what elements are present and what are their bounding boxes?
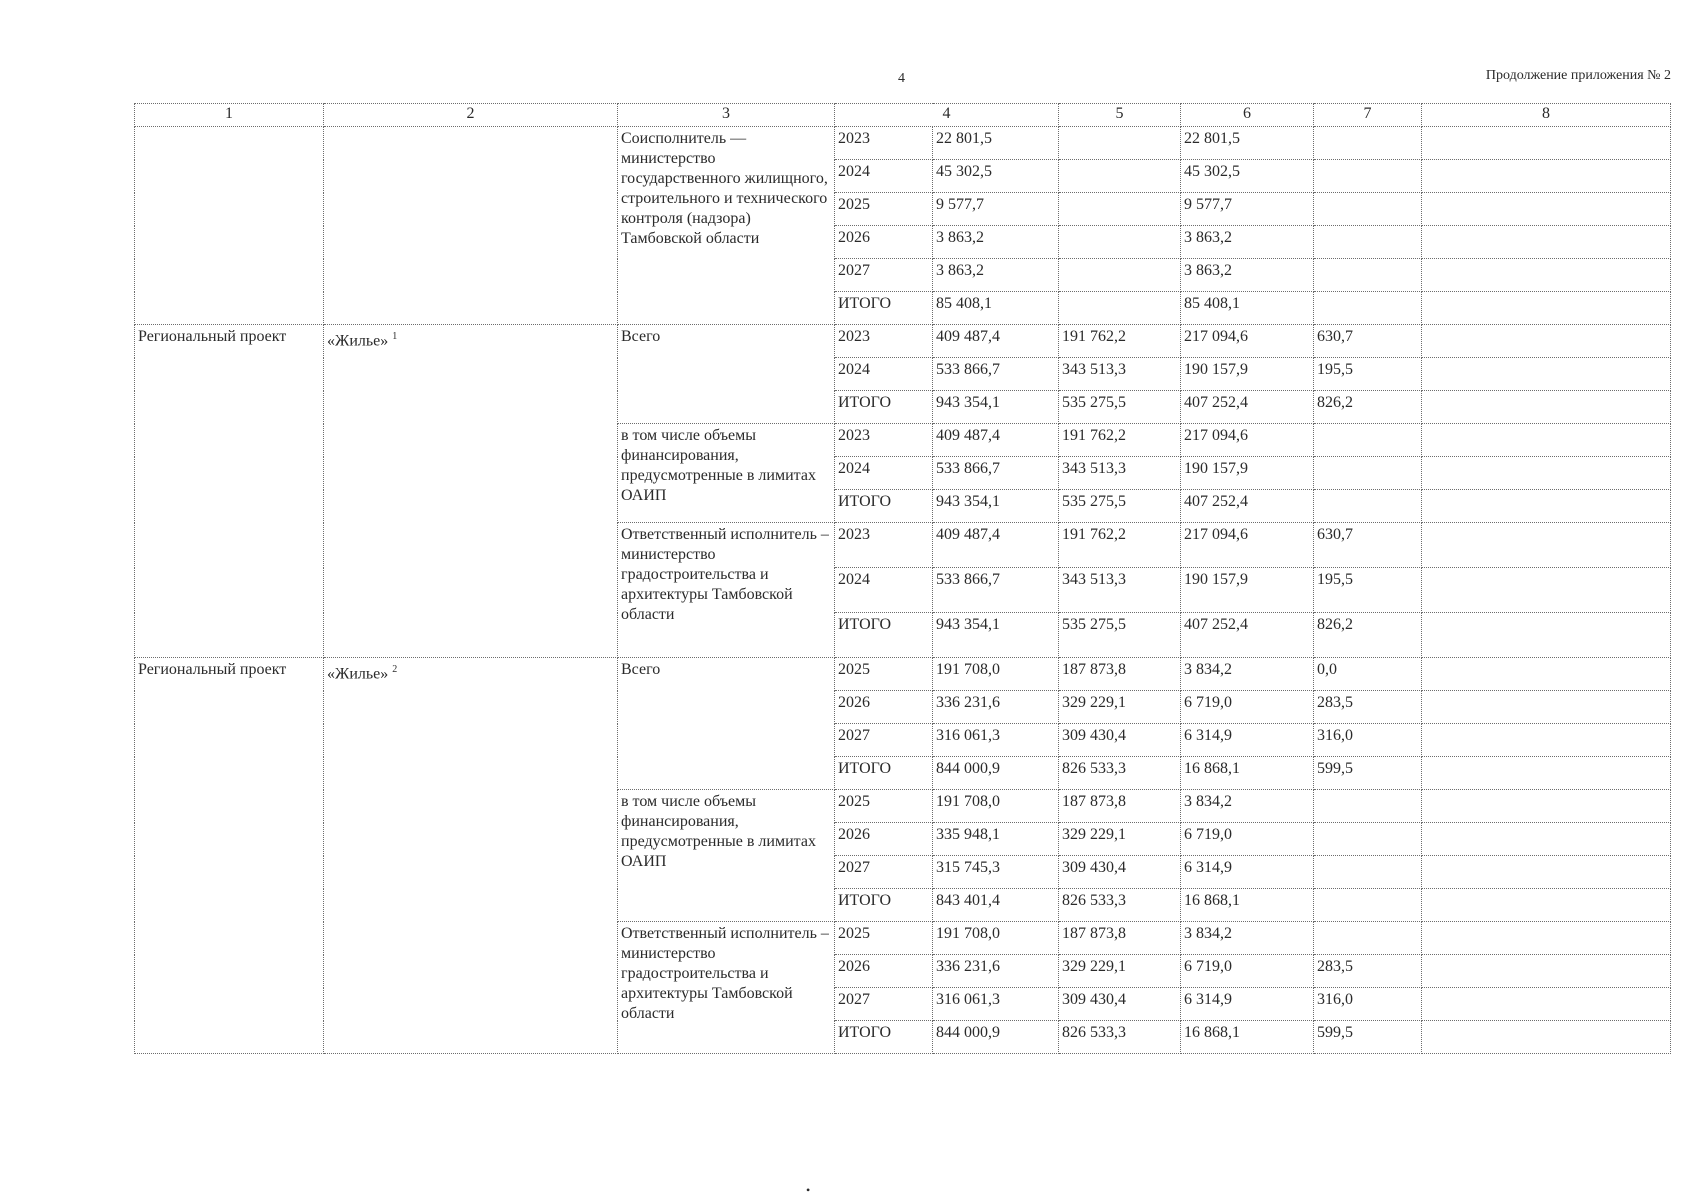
- note-cell: [1422, 922, 1671, 955]
- amount-cell: 45 302,5: [1181, 160, 1314, 193]
- empty-cell: [135, 127, 324, 325]
- amount-cell: 599,5: [1314, 1021, 1422, 1054]
- amount-cell: [1059, 259, 1181, 292]
- table-row: [135, 658, 1671, 691]
- note-cell: [1422, 391, 1671, 424]
- column-header: 4: [835, 104, 1059, 127]
- amount-cell: 85 408,1: [1181, 292, 1314, 325]
- table-row: [135, 127, 1671, 160]
- amount-cell: 3 834,2: [1181, 922, 1314, 955]
- amount-cell: [1314, 790, 1422, 823]
- amount-cell: 190 157,9: [1181, 457, 1314, 490]
- note-cell: [1422, 325, 1671, 358]
- amount-cell: 3 863,2: [1181, 259, 1314, 292]
- amount-cell: 3 863,2: [1181, 226, 1314, 259]
- amount-cell: 343 513,3: [1059, 457, 1181, 490]
- amount-cell: 336 231,6: [933, 691, 1059, 724]
- year-cell: ИТОГО: [835, 889, 933, 922]
- amount-cell: 335 948,1: [933, 823, 1059, 856]
- year-cell: 2026: [835, 823, 933, 856]
- project-type-cell: Региональный проект: [135, 325, 324, 658]
- note-cell: [1422, 691, 1671, 724]
- amount-cell: 329 229,1: [1059, 955, 1181, 988]
- responsible-label: Ответственный исполнитель – министерство градостроительства и архитектуры Тамбовской области: [618, 922, 835, 1054]
- amount-cell: 187 873,8: [1059, 922, 1181, 955]
- amount-cell: 309 430,4: [1059, 988, 1181, 1021]
- total-label: Всего: [618, 658, 835, 790]
- year-cell: 2024: [835, 457, 933, 490]
- note-cell: [1422, 658, 1671, 691]
- project-name: «Жилье»: [327, 665, 389, 683]
- responsible-label: Ответственный исполнитель – министерство градостроительства и архитектуры Тамбовской области: [618, 523, 835, 658]
- amount-cell: 343 513,3: [1059, 568, 1181, 613]
- amount-cell: 6 719,0: [1181, 691, 1314, 724]
- amount-cell: [1314, 292, 1422, 325]
- amount-cell: 9 577,7: [933, 193, 1059, 226]
- note-cell: [1422, 955, 1671, 988]
- amount-cell: 316 061,3: [933, 724, 1059, 757]
- year-cell: 2027: [835, 988, 933, 1021]
- column-header: 6: [1181, 104, 1314, 127]
- amount-cell: 3 834,2: [1181, 658, 1314, 691]
- amount-cell: 22 801,5: [1181, 127, 1314, 160]
- amount-cell: 343 513,3: [1059, 358, 1181, 391]
- amount-cell: 3 863,2: [933, 226, 1059, 259]
- amount-cell: [1314, 856, 1422, 889]
- amount-cell: [1059, 127, 1181, 160]
- column-header: 8: [1422, 104, 1671, 127]
- amount-cell: 316,0: [1314, 988, 1422, 1021]
- year-cell: 2026: [835, 691, 933, 724]
- amount-cell: 191 762,2: [1059, 523, 1181, 568]
- total-label: Всего: [618, 325, 835, 424]
- year-cell: 2027: [835, 259, 933, 292]
- amount-cell: 190 157,9: [1181, 358, 1314, 391]
- note-cell: [1422, 568, 1671, 613]
- amount-cell: 22 801,5: [933, 127, 1059, 160]
- note-cell: [1422, 127, 1671, 160]
- amount-cell: 9 577,7: [1181, 193, 1314, 226]
- amount-cell: 190 157,9: [1181, 568, 1314, 613]
- amount-cell: 191 762,2: [1059, 424, 1181, 457]
- project-name: «Жилье»: [327, 332, 389, 350]
- amount-cell: 315 745,3: [933, 856, 1059, 889]
- footnote-marker: 1: [392, 331, 398, 342]
- amount-cell: 533 866,7: [933, 358, 1059, 391]
- amount-cell: 6 719,0: [1181, 823, 1314, 856]
- year-cell: 2023: [835, 127, 933, 160]
- amount-cell: 826 533,3: [1059, 1021, 1181, 1054]
- amount-cell: 826 533,3: [1059, 889, 1181, 922]
- page-number: 4: [898, 71, 905, 86]
- amount-cell: 943 354,1: [933, 391, 1059, 424]
- amount-cell: 217 094,6: [1181, 424, 1314, 457]
- year-cell: 2025: [835, 790, 933, 823]
- year-cell: 2025: [835, 922, 933, 955]
- amount-cell: 191 708,0: [933, 658, 1059, 691]
- year-cell: 2027: [835, 724, 933, 757]
- amount-cell: 85 408,1: [933, 292, 1059, 325]
- note-cell: [1422, 424, 1671, 457]
- amount-cell: 599,5: [1314, 757, 1422, 790]
- amount-cell: 409 487,4: [933, 424, 1059, 457]
- amount-cell: 535 275,5: [1059, 613, 1181, 658]
- year-cell: 2023: [835, 424, 933, 457]
- amount-cell: [1059, 292, 1181, 325]
- year-cell: 2023: [835, 523, 933, 568]
- amount-cell: 309 430,4: [1059, 856, 1181, 889]
- year-cell: ИТОГО: [835, 613, 933, 658]
- amount-cell: 630,7: [1314, 325, 1422, 358]
- oaip-label: в том числе объемы финансирования, предусмотренные в лимитах ОАИП: [618, 424, 835, 523]
- amount-cell: 283,5: [1314, 691, 1422, 724]
- amount-cell: 336 231,6: [933, 955, 1059, 988]
- amount-cell: 535 275,5: [1059, 391, 1181, 424]
- amount-cell: 329 229,1: [1059, 691, 1181, 724]
- year-cell: 2023: [835, 325, 933, 358]
- footnote-marker: 2: [392, 664, 398, 675]
- project-name-cell: [324, 658, 618, 1054]
- amount-cell: [1314, 424, 1422, 457]
- note-cell: [1422, 490, 1671, 523]
- amount-cell: 533 866,7: [933, 457, 1059, 490]
- amount-cell: [1314, 823, 1422, 856]
- amount-cell: 329 229,1: [1059, 823, 1181, 856]
- amount-cell: 6 719,0: [1181, 955, 1314, 988]
- amount-cell: 826,2: [1314, 391, 1422, 424]
- amount-cell: 3 863,2: [933, 259, 1059, 292]
- amount-cell: 630,7: [1314, 523, 1422, 568]
- note-cell: [1422, 757, 1671, 790]
- amount-cell: [1314, 889, 1422, 922]
- note-cell: [1422, 613, 1671, 658]
- note-cell: [1422, 889, 1671, 922]
- amount-cell: 283,5: [1314, 955, 1422, 988]
- year-cell: ИТОГО: [835, 391, 933, 424]
- amount-cell: [1314, 226, 1422, 259]
- note-cell: [1422, 823, 1671, 856]
- year-cell: 2024: [835, 160, 933, 193]
- note-cell: [1422, 457, 1671, 490]
- scan-mark: •: [806, 1183, 811, 1197]
- amount-cell: 0,0: [1314, 658, 1422, 691]
- note-cell: [1422, 358, 1671, 391]
- amount-cell: 191 708,0: [933, 790, 1059, 823]
- year-cell: 2025: [835, 658, 933, 691]
- amount-cell: 45 302,5: [933, 160, 1059, 193]
- amount-cell: 844 000,9: [933, 1021, 1059, 1054]
- amount-cell: [1314, 457, 1422, 490]
- amount-cell: 217 094,6: [1181, 325, 1314, 358]
- amount-cell: 533 866,7: [933, 568, 1059, 613]
- amount-cell: 316,0: [1314, 724, 1422, 757]
- amount-cell: [1059, 193, 1181, 226]
- year-cell: 2024: [835, 358, 933, 391]
- amount-cell: [1314, 127, 1422, 160]
- amount-cell: 6 314,9: [1181, 724, 1314, 757]
- note-cell: [1422, 790, 1671, 823]
- amount-cell: 407 252,4: [1181, 391, 1314, 424]
- amount-cell: 843 401,4: [933, 889, 1059, 922]
- year-cell: ИТОГО: [835, 490, 933, 523]
- amount-cell: 535 275,5: [1059, 490, 1181, 523]
- column-header: 2: [324, 104, 618, 127]
- financing-table: [134, 103, 1671, 1054]
- amount-cell: [1314, 259, 1422, 292]
- note-cell: [1422, 724, 1671, 757]
- amount-cell: 409 487,4: [933, 523, 1059, 568]
- note-cell: [1422, 226, 1671, 259]
- amount-cell: 191 762,2: [1059, 325, 1181, 358]
- project-name-cell: [324, 325, 618, 658]
- table-row: [135, 325, 1671, 358]
- amount-cell: 187 873,8: [1059, 658, 1181, 691]
- project-type-cell: Региональный проект: [135, 658, 324, 1054]
- column-header: 3: [618, 104, 835, 127]
- amount-cell: 407 252,4: [1181, 490, 1314, 523]
- column-header: 5: [1059, 104, 1181, 127]
- amount-cell: 407 252,4: [1181, 613, 1314, 658]
- amount-cell: [1314, 922, 1422, 955]
- year-cell: 2024: [835, 568, 933, 613]
- amount-cell: 16 868,1: [1181, 889, 1314, 922]
- oaip-label: в том числе объемы финансирования, предусмотренные в лимитах ОАИП: [618, 790, 835, 922]
- amount-cell: 195,5: [1314, 358, 1422, 391]
- year-cell: 2025: [835, 193, 933, 226]
- amount-cell: [1314, 160, 1422, 193]
- note-cell: [1422, 988, 1671, 1021]
- amount-cell: [1314, 193, 1422, 226]
- continuation-label: Продолжение приложения № 2: [1485, 68, 1671, 83]
- year-cell: ИТОГО: [835, 292, 933, 325]
- amount-cell: 943 354,1: [933, 490, 1059, 523]
- column-header: 1: [135, 104, 324, 127]
- note-cell: [1422, 259, 1671, 292]
- note-cell: [1422, 523, 1671, 568]
- amount-cell: 16 868,1: [1181, 1021, 1314, 1054]
- amount-cell: [1314, 490, 1422, 523]
- amount-cell: 3 834,2: [1181, 790, 1314, 823]
- amount-cell: 191 708,0: [933, 922, 1059, 955]
- amount-cell: 16 868,1: [1181, 757, 1314, 790]
- amount-cell: 6 314,9: [1181, 988, 1314, 1021]
- note-cell: [1422, 1021, 1671, 1054]
- amount-cell: 187 873,8: [1059, 790, 1181, 823]
- year-cell: 2027: [835, 856, 933, 889]
- amount-cell: 943 354,1: [933, 613, 1059, 658]
- note-cell: [1422, 193, 1671, 226]
- year-cell: 2026: [835, 226, 933, 259]
- amount-cell: 826,2: [1314, 613, 1422, 658]
- empty-cell: [324, 127, 618, 325]
- note-cell: [1422, 160, 1671, 193]
- note-cell: [1422, 292, 1671, 325]
- note-cell: [1422, 856, 1671, 889]
- amount-cell: 217 094,6: [1181, 523, 1314, 568]
- year-cell: ИТОГО: [835, 1021, 933, 1054]
- amount-cell: 844 000,9: [933, 757, 1059, 790]
- amount-cell: 195,5: [1314, 568, 1422, 613]
- amount-cell: [1059, 226, 1181, 259]
- co-executor-label: Соисполнитель — министерство государственного жилищного, строительного и технического контроля (надзора) Тамбовской области: [618, 127, 835, 325]
- amount-cell: 409 487,4: [933, 325, 1059, 358]
- table-body: [135, 127, 1671, 1054]
- amount-cell: 316 061,3: [933, 988, 1059, 1021]
- year-cell: ИТОГО: [835, 757, 933, 790]
- amount-cell: 826 533,3: [1059, 757, 1181, 790]
- amount-cell: [1059, 160, 1181, 193]
- amount-cell: 309 430,4: [1059, 724, 1181, 757]
- column-header: 7: [1314, 104, 1422, 127]
- amount-cell: 6 314,9: [1181, 856, 1314, 889]
- year-cell: 2026: [835, 955, 933, 988]
- table-header-row: [135, 104, 1671, 127]
